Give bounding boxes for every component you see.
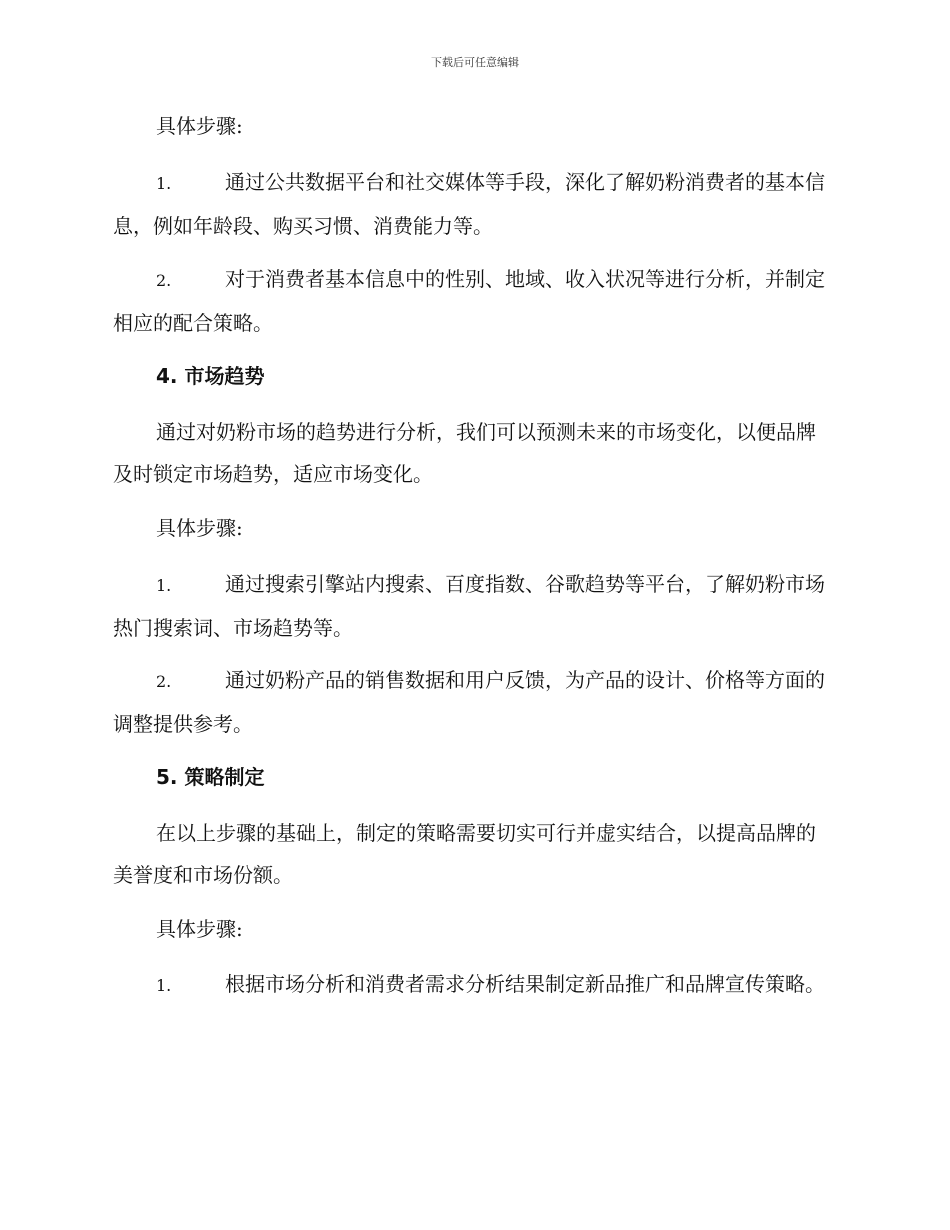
list-item-text: 通过奶粉产品的销售数据和用户反馈，为产品的设计、价格等方面的调整提供参考。 <box>113 668 825 736</box>
paragraph: 通过对奶粉市场的趋势进行分析，我们可以预测未来的市场变化，以便品牌及时锁定市场趋势，适应市场变化。 <box>113 420 816 486</box>
list-item <box>113 563 833 649</box>
paragraph: 在以上步骤的基础上，制定的策略需要切实可行并虚实结合，以提高品牌的美誉度和市场份额。 <box>113 821 816 887</box>
page-header: 下载后可任意编辑 <box>431 56 519 69</box>
list-item <box>113 963 833 1007</box>
steps-label: 具体步骤: <box>156 917 243 941</box>
steps-label: 具体步骤: <box>156 114 243 138</box>
list-item-text: 通过公共数据平台和社交媒体等手段，深化了解奶粉消费者的基本信息，例如年龄段、购买习惯、消费能力等。 <box>113 170 825 238</box>
list-item-number: 1. <box>156 576 172 595</box>
list-item-text: 根据市场分析和消费者需求分析结果制定新品推广和品牌宣传策略。 <box>225 972 825 996</box>
list-item-number: 2. <box>156 271 172 290</box>
list-item <box>113 161 833 247</box>
list-item-text: 通过搜索引擎站内搜索、百度指数、谷歌趋势等平台，了解奶粉市场热门搜索词、市场趋势等。 <box>113 572 825 640</box>
list-item-number: 2. <box>156 672 172 691</box>
list-item-number: 1. <box>156 174 172 193</box>
steps-label: 具体步骤: <box>156 516 243 540</box>
list-item <box>113 258 833 344</box>
list-item <box>113 659 833 745</box>
list-item-number: 1. <box>156 976 172 995</box>
section-heading: 4. 市场趋势 <box>156 364 265 388</box>
section-heading: 5. 策略制定 <box>156 765 265 789</box>
list-item-text: 对于消费者基本信息中的性别、地域、收入状况等进行分析，并制定相应的配合策略。 <box>113 267 825 335</box>
